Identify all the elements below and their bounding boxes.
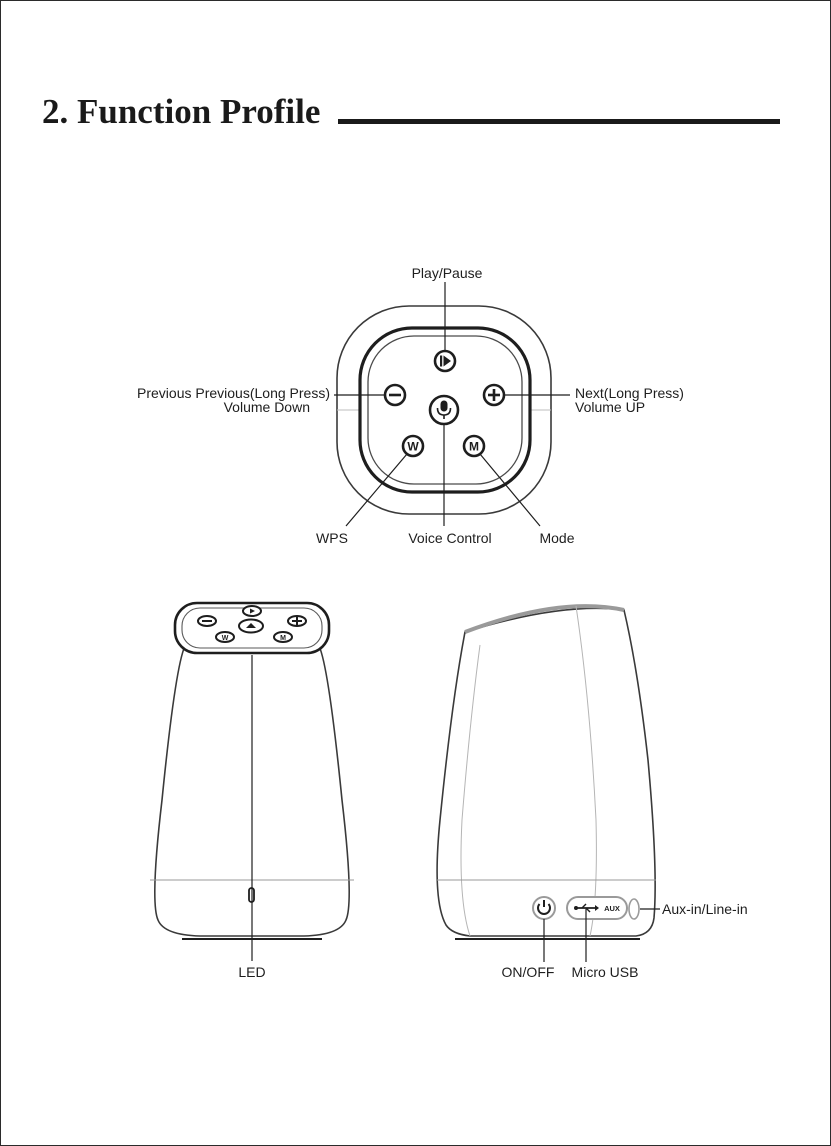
back-speaker-body — [437, 608, 655, 936]
on-off-label: ON/OFF — [501, 964, 555, 980]
mode-label: Mode — [539, 530, 575, 546]
aux-jack — [629, 899, 639, 919]
play-pause-button[interactable] — [435, 351, 455, 371]
aux-port-text: AUX — [604, 904, 620, 913]
aux-port[interactable] — [604, 904, 620, 913]
speaker-front-view — [150, 603, 354, 980]
front-w-letter: W — [221, 635, 229, 642]
wps-label: WPS — [316, 530, 348, 546]
mode-letter: M — [469, 439, 479, 454]
volume-up-button[interactable] — [484, 385, 504, 405]
volume-down-label: Volume Down — [223, 399, 310, 415]
front-m-letter: M — [280, 635, 286, 642]
control-panel-diagram — [137, 265, 684, 546]
wps-button[interactable] — [403, 436, 423, 456]
led-label: LED — [238, 964, 266, 980]
mode-button[interactable] — [464, 436, 484, 456]
voice-control-button[interactable] — [430, 396, 458, 424]
power-button[interactable] — [533, 897, 555, 919]
volume-up-label: Volume UP — [575, 399, 646, 415]
page-heading: 2. Function Profile — [42, 92, 321, 131]
volume-down-button[interactable] — [385, 385, 405, 405]
previous-label: Previous Previous(Long Press) — [137, 385, 330, 401]
minus-icon — [389, 394, 401, 397]
aux-in-label: Aux-in/Line-in — [662, 901, 748, 917]
play-pause-label: Play/Pause — [411, 265, 483, 281]
next-label: Next(Long Press) — [575, 385, 684, 401]
micro-usb-label: Micro USB — [571, 964, 639, 980]
wps-letter: W — [407, 439, 419, 454]
voice-control-label: Voice Control — [408, 530, 492, 546]
speaker-back-view — [437, 606, 748, 980]
